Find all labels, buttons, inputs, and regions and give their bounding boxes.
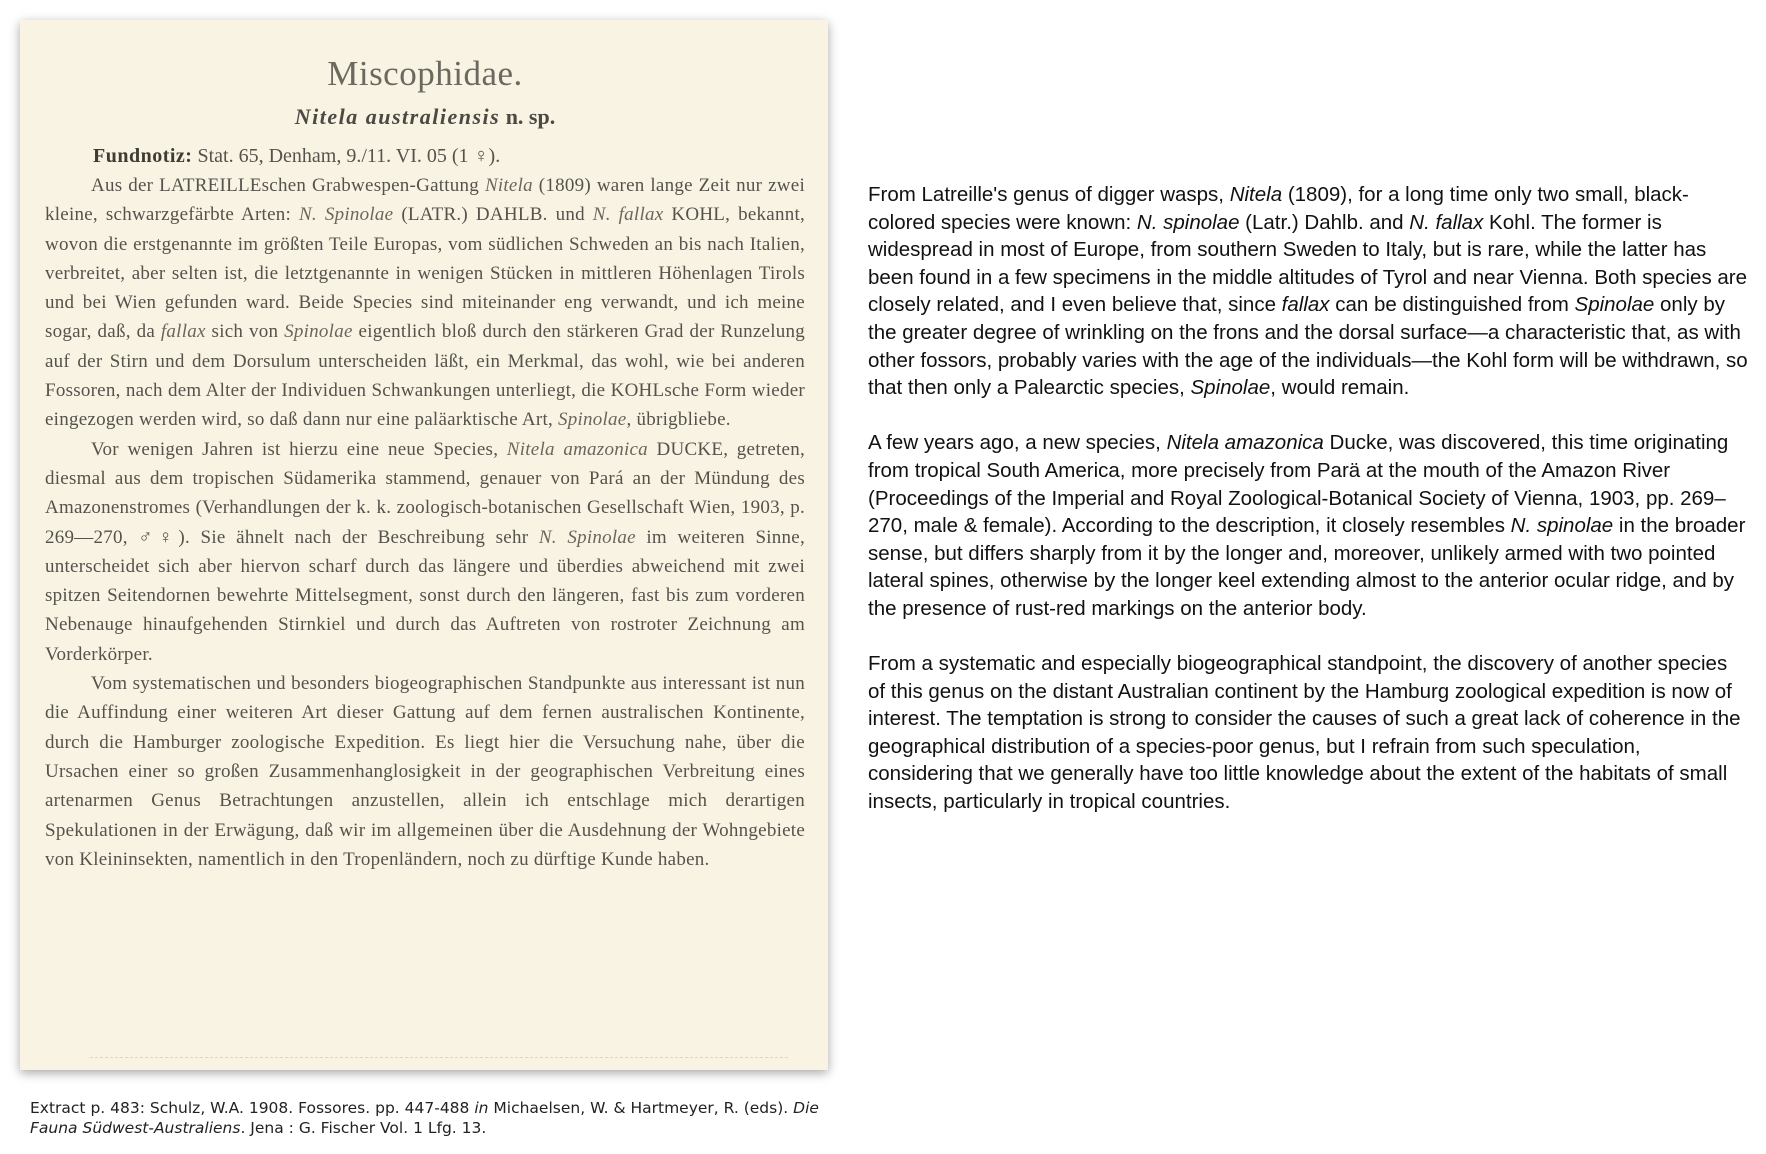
fundnotiz	[93, 142, 805, 171]
cut-off-line	[90, 1057, 788, 1068]
german-paragraph-2: Vor wenigen Jahren ist hierzu eine neue Species, Nitela amazonica DUCKE, getreten, diesmal aus dem tropischen Südamerika stammend, genauer von Pará an der Mündung des Amazonenstromes (Verhandlungen der k. k. zoologisch-botanischen Gesellschaft Wien, 1903, p. 269—270, ♂♀). Sie ähnelt nach der Beschreibung sehr N. Spinolae im weiteren Sinne, unterscheidet sich aber hiervon scharf durch das längere und überdies abweichend mit zwei spitzen Seitendornen bewehrte Mittelsegment, sonst durch den längeren, fast bis zum vorderen Nebenauge hinaufgehenden Stirnkiel und durch das Auftreten von rostroter Zeichnung am Vorderkörper.	[45, 438, 805, 665]
english-translation	[868, 181, 1748, 843]
family-heading: Miscophidae.	[327, 54, 523, 93]
translation-paragraph-1: From Latreille's genus of digger wasps, Nitela (1809), for a long time only two small, black-colored species were known: N. spinolae (Latr.) Dahlb. and N. fallax Kohl. The former is widespread in most of Europe, from southern Sweden to Italy, but is rare, while the latter has been found in a few specimens in the middle altitudes of Tyrol and near Vienna. Both species are closely related, and I even believe that, since fallax can be distinguished from Spinolae only by the greater degree of wrinkling on the frons and the dorsal surface—a characteristic that, as with other fossors, probably varies with the age of the individuals—the Kohl form will be withdrawn, so that then only a Palearctic species, Spinolae, would remain.	[868, 183, 1748, 400]
fundnotiz-label: Fundnotiz:	[93, 145, 193, 167]
fundnotiz-text: Stat. 65, Denham, 9./11. VI. 05 (1 ♀).	[197, 145, 501, 167]
species-suffix: n. sp.	[505, 104, 556, 129]
species-heading	[45, 104, 805, 130]
translation-paragraph-2: A few years ago, a new species, Nitela amazonica Ducke, was discovered, this time originating from tropical South America, more precisely from Parä at the mouth of the Amazon River (Proceedings of the Imperial and Royal Zoological-Botanical Society of Vienna, 1903, pp. 269–270, male & female). According to the description, it closely resembles N. spinolae in the broader sense, but differs sharply from it by the longer and, moreover, unlikely armed with two pointed lateral spines, otherwise by the longer keel extending almost to the anterior ocular ridge, and by the presence of rust-red markings on the anterior body.	[868, 431, 1746, 620]
scan-content	[45, 30, 805, 874]
species-name: Nitela australiensis	[294, 104, 501, 129]
scanned-page	[20, 20, 828, 1070]
german-paragraph-1: Aus der LATREILLEschen Grabwespen-Gattung Nitela (1809) waren lange Zeit nur zwei kleine, schwarzgefärbte Arten: N. Spinolae (LATR.) DAHLB. und N. fallax KOHL, bekannt, wovon die erstgenannte im größten Teile Europas, vom südlichen Schweden an bis nach Italien, verbreitet, aber selten ist, die letztgenannte in wenigen Stücken in mittleren Höhenlagen Tirols und bei Wien gefunden ward. Beide Species sind miteinander eng verwandt, und ich meine sogar, daß, da fallax sich von Spinolae eigentlich bloß durch den stärkeren Grad der Runzelung auf der Stirn und dem Dorsulum unterscheiden läßt, ein Merkmal, das wohl, wie bei anderen Fossoren, nach dem Alter der Individuen Schwankungen unterliegt, die KOHLsche Form wieder eingezogen werden wird, so daß dann nur eine paläarktische Art, Spinolae, übrigbliebe.	[45, 175, 806, 431]
translation-paragraph-3: From a systematic and especially biogeographical standpoint, the discovery of another species of this genus on the distant Australian continent by the Hamburg zoological expedition is now of interest. The temptation is strong to consider the causes of such a great lack of coherence in the geographical distribution of a species-poor genus, but I refrain from such speculation, considering that we generally have too little knowledge about the extent of the habitats of small insects, particularly in tropical countries.	[868, 652, 1741, 814]
source-caption: Extract p. 483: Schulz, W.A. 1908. Fossores. pp. 447-488 in Michaelsen, W. & Hartmeyer, R. (eds). Die Fauna Südwest-Australiens. Jena : G. Fischer Vol. 1 Lfg. 13.	[30, 1099, 819, 1137]
german-paragraph-3: Vom systematischen und besonders biogeographischen Standpunkte aus interessant ist nun die Auffindung einer weiteren Art dieser Gattung auf dem fernen australischen Kontinente, durch die Hamburger zoologische Expedition. Es liegt hier die Versuchung nahe, über die Ursachen einer so großen Zusammenhanglosigkeit in der geographischen Verbreitung eines artenarmen Genus Betrachtungen anzustellen, allein ich entschlage mich derartigen Spekulationen in der Erwägung, daß wir im allgemeinen über die Ausdehnung der Wohngebiete von Kleininsekten, namentlich in den Tropenländern, noch zu dürftige Kunde haben.	[45, 673, 805, 870]
